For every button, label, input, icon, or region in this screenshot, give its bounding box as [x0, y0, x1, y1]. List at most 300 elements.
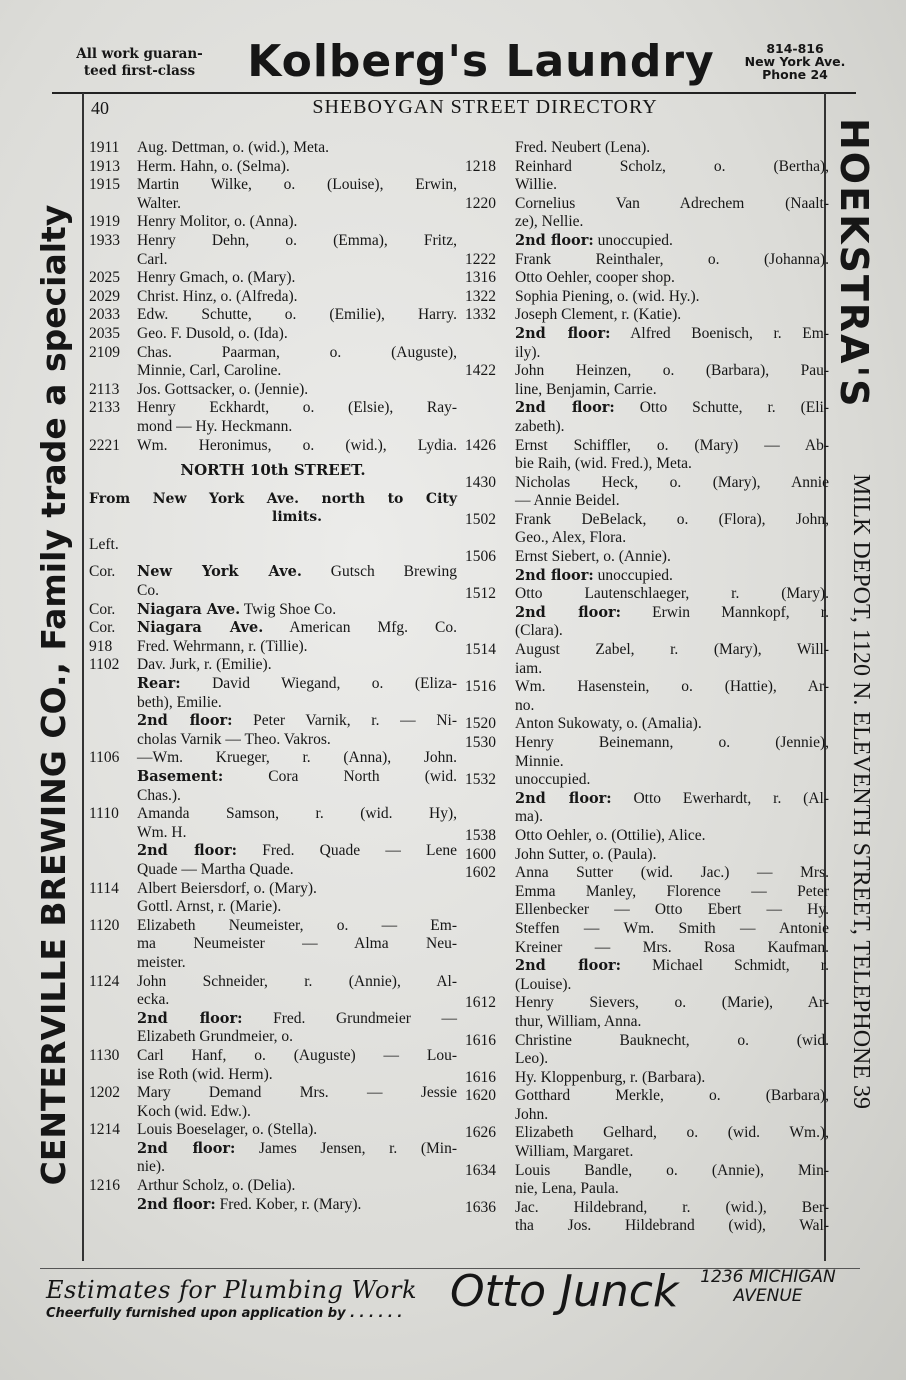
- directory-line: [465, 1069, 829, 1088]
- entry-text: ise Roth (wid. Herm).: [137, 1065, 273, 1083]
- entry-text: Koch (wid. Edw.).: [137, 1102, 251, 1120]
- house-number: [465, 344, 515, 363]
- directory-line: [89, 536, 457, 555]
- page-number: 40: [91, 98, 109, 118]
- house-number: [465, 492, 515, 511]
- entry-text: Henry Sievers, o. (Marie), Ar-: [515, 994, 829, 1012]
- entry-text: mond — Hy. Heckmann.: [137, 417, 293, 435]
- header-right-ad: [730, 42, 860, 81]
- entry-text: thur, William, Anna.: [515, 1012, 642, 1030]
- house-number: [89, 1028, 137, 1047]
- directory-line: [465, 474, 829, 493]
- header-left-ad-line: All work guaran-: [76, 46, 203, 62]
- house-number: [89, 898, 137, 917]
- entry-text: Christ. Hinz, o. (Alfreda).: [137, 287, 298, 305]
- directory-line: [465, 994, 829, 1013]
- entry-text: 2nd floor: James Jensen, r. (Min-: [137, 1139, 457, 1157]
- house-number: [465, 176, 515, 195]
- directory-line: [465, 753, 829, 772]
- house-number: 2133: [89, 399, 120, 417]
- directory-line: [89, 582, 457, 601]
- directory-line: [465, 808, 829, 827]
- entry-text: 2nd floor: Fred. Quade — Lene: [137, 842, 457, 860]
- entry-text: Elizabeth Neumeister, o. — Em-: [137, 916, 457, 934]
- footer-address-line: AVENUE: [733, 1286, 803, 1306]
- entry-text: Wm. Heronimus, o. (wid.), Lydia.: [137, 436, 457, 454]
- directory-line: [465, 139, 829, 158]
- house-number: 1538: [465, 826, 496, 844]
- directory-line: [89, 1028, 457, 1047]
- entry-text: zabeth).: [515, 417, 565, 435]
- entry-text: Jos. Gottsacker, o. (Jennie).: [137, 380, 309, 398]
- directory-line: [465, 920, 829, 939]
- directory-line: [89, 399, 457, 418]
- directory-line: [465, 864, 829, 883]
- entry-text: Mary Demand Mrs. — Jessie: [137, 1084, 457, 1102]
- entry-text: Frank DeBelack, o. (Flora), John,: [515, 510, 829, 528]
- house-number: 1202: [89, 1084, 120, 1102]
- house-number: 1616: [465, 1068, 496, 1086]
- directory-line: [465, 939, 829, 958]
- house-number: [465, 753, 515, 772]
- directory-line: [89, 1066, 457, 1085]
- directory-line: [89, 880, 457, 899]
- directory-line: [89, 694, 457, 713]
- directory-line: [89, 288, 457, 307]
- directory-line: [89, 195, 457, 214]
- house-number: 1102: [89, 656, 120, 674]
- directory-line: [89, 362, 457, 381]
- house-number: 1911: [89, 139, 120, 156]
- directory-line: [465, 511, 829, 530]
- side-ad-right-detail: MILK DEPOT, 1120 N. ELEVENTH STREET, TELEPHONE 39: [848, 474, 874, 1110]
- house-number: 1220: [465, 194, 496, 212]
- directory-line: [465, 1050, 829, 1069]
- side-ad-left: CENTERVILLE BREWING CO., Family trade a specialty: [34, 204, 73, 1186]
- entry-text: Walter.: [137, 194, 181, 212]
- entry-text: Basement: Cora North (wid.: [137, 768, 457, 785]
- entry-text: Gottl. Arnst, r. (Marie).: [137, 898, 282, 916]
- house-number: [89, 362, 137, 381]
- directory-line: [89, 656, 457, 675]
- house-number: 1214: [89, 1121, 120, 1139]
- house-number: [89, 418, 137, 437]
- directory-line: [465, 288, 829, 307]
- directory-line: [89, 712, 457, 731]
- entry-text: Martin Wilke, o. (Louise), Erwin,: [137, 176, 457, 194]
- house-number: [89, 1010, 137, 1029]
- directory-line: [89, 749, 457, 768]
- entry-text: August Zabel, r. (Mary), Will-: [515, 641, 829, 659]
- entry-text: 2nd floor: unoccupied.: [515, 231, 673, 249]
- entry-text: — Annie Beidel.: [515, 492, 620, 510]
- house-number: [89, 1196, 137, 1215]
- directory-line: [465, 976, 829, 995]
- entry-text: limits.: [272, 509, 322, 526]
- house-number: [465, 139, 515, 158]
- house-number: [465, 697, 515, 716]
- entry-text: Quade — Martha Quade.: [137, 860, 294, 878]
- house-number: [465, 567, 515, 586]
- entry-text: Arthur Scholz, o. (Delia).: [137, 1177, 296, 1195]
- entry-text: cholas Varnik — Theo. Vakros.: [137, 730, 331, 748]
- directory-line: [465, 827, 829, 846]
- entry-text: Anna Sutter (wid. Jac.) — Mrs.: [515, 864, 829, 882]
- directory-line: [89, 973, 457, 992]
- entry-text: Co.: [137, 582, 159, 600]
- directory-line: [89, 1010, 457, 1029]
- entry-text: Ernst Schiffler, o. (Mary) — Ab-: [515, 436, 829, 454]
- house-number: 1913: [89, 157, 120, 175]
- entry-text: From New York Ave. north to City: [89, 490, 457, 507]
- entry-text: Wm. H.: [137, 823, 187, 841]
- directory-line: [465, 344, 829, 363]
- entry-text: Dav. Jurk, r. (Emilie).: [137, 656, 272, 674]
- directory-line: [465, 213, 829, 232]
- house-number: 1616: [465, 1031, 496, 1049]
- directory-line: [465, 678, 829, 697]
- house-number: [465, 604, 515, 623]
- directory-line: [465, 697, 829, 716]
- house-number: 1430: [465, 473, 496, 491]
- entry-text: Minnie.: [515, 752, 564, 770]
- house-number: 1915: [89, 176, 120, 194]
- house-number: 1218: [465, 157, 496, 175]
- house-number: [465, 399, 515, 418]
- entry-text: Carl Hanf, o. (Auguste) — Lou-: [137, 1046, 457, 1064]
- house-number: 2221: [89, 436, 120, 454]
- directory-line: [89, 232, 457, 251]
- entry-text: Cornelius Van Adrechem (Naalt-: [515, 194, 829, 212]
- directory-line: [89, 158, 457, 177]
- entry-text: 2nd floor: Otto Ewerhardt, r. (Al-: [515, 789, 829, 807]
- directory-line: [465, 1032, 829, 1051]
- house-number: [89, 1158, 137, 1177]
- entry-text: 2nd floor: Alfred Boenisch, r. Em-: [515, 324, 829, 342]
- entry-text: unoccupied.: [515, 771, 591, 789]
- entry-text: ma Neumeister — Alma Neu-: [137, 935, 457, 953]
- house-number: Cor.: [89, 600, 116, 618]
- directory-line: [465, 325, 829, 344]
- entry-text: Niagara Ave. Twig Shoe Co.: [137, 600, 337, 618]
- house-number: [89, 824, 137, 843]
- house-number: [465, 1143, 515, 1162]
- directory-line: [465, 492, 829, 511]
- house-number: Cor.: [89, 563, 116, 581]
- entry-text: Louis Boeselager, o. (Stella).: [137, 1121, 318, 1139]
- house-number: [89, 954, 137, 973]
- directory-line: [89, 898, 457, 917]
- entry-text: Chas.).: [137, 786, 181, 804]
- directory-line: [465, 622, 829, 641]
- running-head: SHEBOYGAN STREET DIRECTORY: [312, 96, 658, 118]
- house-number: 1514: [465, 641, 496, 659]
- directory-line: [89, 1196, 457, 1215]
- entry-text: Geo. F. Dusold, o. (Ida).: [137, 324, 288, 342]
- house-number: [89, 251, 137, 270]
- entry-text: John Sutter, o. (Paula).: [515, 845, 657, 863]
- house-number: 1506: [465, 548, 496, 566]
- entry-text: nie, Lena, Paula.: [515, 1180, 619, 1198]
- house-number: 1114: [89, 879, 119, 897]
- house-number: 2035: [89, 324, 120, 342]
- entry-text: 2nd floor: Peter Varnik, r. — Ni-: [137, 712, 457, 730]
- directory-line: [89, 213, 457, 232]
- entry-text: —Wm. Krueger, r. (Anna), John.: [137, 749, 457, 767]
- directory-line: [89, 1103, 457, 1122]
- directory-line: [89, 991, 457, 1010]
- directory-line: [89, 437, 457, 456]
- entry-text: Henry Eckhardt, o. (Elsie), Ray-: [137, 399, 457, 417]
- entry-text: Otto Oehler, cooper shop.: [515, 269, 675, 287]
- entry-text: Elizabeth Gelhard, o. (wid. Wm.),: [515, 1124, 829, 1142]
- directory-line: [465, 660, 829, 679]
- entry-text: Emma Manley, Florence — Peter: [515, 882, 829, 900]
- directory-line: [89, 842, 457, 861]
- directory-line: [465, 1106, 829, 1125]
- house-number: 1124: [89, 972, 120, 990]
- header-right-ad-line: Phone 24: [762, 67, 828, 82]
- header-left-ad: [52, 46, 227, 80]
- house-number: [89, 694, 137, 713]
- entry-text: Niagara Ave. American Mfg. Co.: [137, 619, 457, 637]
- directory-line: [89, 954, 457, 973]
- entry-text: iam.: [515, 659, 543, 677]
- house-number: [465, 808, 515, 827]
- entry-text: Minnie, Carl, Caroline.: [137, 362, 282, 380]
- entry-text: Fred. Neubert (Lena).: [515, 139, 651, 156]
- entry-text: nie).: [137, 1158, 165, 1176]
- entry-text: ily).: [515, 343, 541, 361]
- entry-text: Rear: David Wiegand, o. (Eliza-: [137, 675, 457, 693]
- directory-line: [465, 1217, 829, 1236]
- entry-text: Geo., Alex, Flora.: [515, 529, 627, 547]
- directory-line: [465, 734, 829, 753]
- entry-text: Gotthard Merkle, o. (Barbara),: [515, 1087, 829, 1105]
- directory-line: [89, 176, 457, 195]
- house-number: Cor.: [89, 619, 116, 637]
- entry-text: Willie.: [515, 176, 557, 194]
- directory-line: [465, 158, 829, 177]
- directory-line: [89, 824, 457, 843]
- directory-line: [89, 381, 457, 400]
- entry-text: Steffen — Wm. Smith — Antonie: [515, 919, 829, 937]
- entry-text: Henry Beinemann, o. (Jennie),: [515, 734, 829, 751]
- directory-line: [89, 269, 457, 288]
- entry-text: John Schneider, r. (Annie), Al-: [137, 972, 457, 990]
- house-number: [465, 1217, 515, 1236]
- house-number: [465, 529, 515, 548]
- house-number: 1919: [89, 213, 120, 231]
- entry-text: Otto Oehler, o. (Ottilie), Alice.: [515, 826, 706, 844]
- entry-text: Reinhard Scholz, o. (Bertha),: [515, 157, 829, 175]
- house-number: [465, 790, 515, 809]
- house-number: [465, 1106, 515, 1125]
- entry-text: New York Ave. Gutsch Brewing: [137, 563, 457, 581]
- house-number: 1634: [465, 1161, 496, 1179]
- house-number: [465, 213, 515, 232]
- house-number: 1130: [89, 1046, 120, 1064]
- directory-line: [465, 1162, 829, 1181]
- directory-line: [89, 768, 457, 787]
- house-number: 1422: [465, 362, 496, 380]
- entry-text: Frank Reinthaler, o. (Johanna).: [515, 250, 829, 268]
- entry-text: Leo).: [515, 1050, 549, 1068]
- directory-line: [89, 1121, 457, 1140]
- house-number: 1602: [465, 864, 496, 882]
- house-number: [465, 622, 515, 641]
- entry-text: Kreiner — Mrs. Rosa Kaufman.: [515, 938, 829, 956]
- directory-line: [465, 418, 829, 437]
- house-number: 1612: [465, 994, 496, 1012]
- house-number: [465, 1050, 515, 1069]
- directory-line: [89, 935, 457, 954]
- entry-text: Hy. Kloppenburg, r. (Barbara).: [515, 1068, 706, 1086]
- entry-text: Ernst Siebert, o. (Annie).: [515, 548, 671, 566]
- directory-line: [89, 1140, 457, 1159]
- directory-line: [465, 1013, 829, 1032]
- house-number: [465, 418, 515, 437]
- header-left-ad-line: teed first-class: [83, 63, 196, 79]
- entry-text: Elizabeth Grundmeier, o.: [137, 1028, 294, 1046]
- house-number: 1512: [465, 585, 496, 603]
- house-number: 1933: [89, 231, 120, 249]
- house-number: 2113: [89, 380, 120, 398]
- house-number: [89, 675, 137, 694]
- entry-text: Aug. Dettman, o. (wid.), Meta.: [137, 139, 329, 156]
- house-number: [89, 1140, 137, 1159]
- directory-line: [465, 362, 829, 381]
- directory-line: [465, 901, 829, 920]
- house-number: [465, 901, 515, 920]
- entry-text: line, Benjamin, Carrie.: [515, 380, 657, 398]
- house-number: [89, 195, 137, 214]
- entry-text: bie Raih, (wid. Fred.), Meta.: [515, 455, 692, 473]
- entry-text: William, Margaret.: [515, 1143, 634, 1161]
- entry-text: Ellenbecker — Otto Ebert — Hy.: [515, 901, 829, 919]
- house-number: [89, 787, 137, 806]
- entry-text: Henry Molitor, o. (Anna).: [137, 213, 298, 231]
- header-right-ad-line: 814-816: [766, 41, 824, 56]
- entry-text: beth), Emilie.: [137, 693, 222, 711]
- directory-line: [465, 846, 829, 865]
- entry-text: Fred. Wehrmann, r. (Tillie).: [137, 637, 308, 655]
- house-number: [89, 1103, 137, 1122]
- house-number: [89, 768, 137, 787]
- entry-text: Herm. Hahn, o. (Selma).: [137, 157, 290, 175]
- directory-line: [89, 861, 457, 880]
- house-number: 1316: [465, 269, 496, 287]
- entry-text: ma).: [515, 808, 543, 826]
- entry-text: (Clara).: [515, 622, 563, 640]
- directory-line: [89, 344, 457, 363]
- directory-line: [89, 619, 457, 638]
- directory-line: [89, 601, 457, 620]
- directory-line: [465, 437, 829, 456]
- entry-text: 2nd floor: Otto Schutte, r. (Eli-: [515, 399, 829, 417]
- house-number: 2109: [89, 343, 120, 361]
- house-number: 1626: [465, 1124, 496, 1142]
- entry-text: 2nd floor: Fred. Grundmeier —: [137, 1009, 457, 1027]
- entry-text: John.: [515, 1105, 549, 1123]
- house-number: [465, 660, 515, 679]
- entry-text: Louis Bandle, o. (Annie), Min-: [515, 1161, 829, 1179]
- directory-line: [465, 232, 829, 251]
- entry-text: 2nd floor: Michael Schmidt, r.: [515, 957, 829, 975]
- entry-text: Henry Gmach, o. (Mary).: [137, 269, 296, 287]
- directory-line: [89, 508, 457, 527]
- footer-left-title: Estimates for Plumbing Work: [46, 1276, 417, 1304]
- house-number: 918: [89, 637, 113, 655]
- house-number: 1322: [465, 287, 496, 305]
- entry-text: Henry Dehn, o. (Emma), Fritz,: [137, 231, 457, 249]
- directory-line: [465, 715, 829, 734]
- entry-text: Anton Sukowaty, o. (Amalia).: [515, 715, 702, 733]
- directory-line: [465, 641, 829, 660]
- directory-line: [465, 1180, 829, 1199]
- entry-text: Albert Beiersdorf, o. (Mary).: [137, 879, 317, 897]
- house-number: 1502: [465, 510, 496, 528]
- header-title: Kolberg's Laundry: [247, 36, 715, 87]
- entry-text: Wm. Hasenstein, o. (Hattie), Ar-: [515, 678, 829, 696]
- house-number: [465, 920, 515, 939]
- directory-line: [89, 638, 457, 657]
- directory-line: [465, 195, 829, 214]
- directory-line: [89, 1158, 457, 1177]
- house-number: [465, 976, 515, 995]
- entry-text: Carl.: [137, 250, 168, 268]
- house-number: 1332: [465, 306, 496, 324]
- entry-text: no.: [515, 696, 535, 714]
- house-number: 1216: [89, 1177, 120, 1195]
- house-number: [89, 712, 137, 731]
- directory-line: [465, 790, 829, 809]
- house-number: [89, 935, 137, 954]
- house-number: 2033: [89, 306, 120, 324]
- directory-line: [465, 399, 829, 418]
- spacer: [89, 554, 457, 563]
- house-number: [89, 731, 137, 750]
- footer-address-line: 1236 MICHIGAN: [700, 1267, 836, 1287]
- directory-line: [465, 251, 829, 270]
- entry-text: Jac. Hildebrand, r. (wid.), Ber-: [515, 1198, 829, 1216]
- house-number: [465, 883, 515, 902]
- directory-line: [465, 957, 829, 976]
- entry-text: Christine Bauknecht, o. (wid.: [515, 1031, 829, 1049]
- directory-line: [465, 306, 829, 325]
- entry-text: Chas. Paarman, o. (Auguste),: [137, 343, 457, 361]
- entry-text: Sophia Piening, o. (wid. Hy.).: [515, 287, 700, 305]
- house-number: 1120: [89, 916, 120, 934]
- entry-text: 2nd floor: unoccupied.: [515, 566, 673, 584]
- directory-line: [89, 1177, 457, 1196]
- entry-text: 2nd floor: Erwin Mannkopf, r.: [515, 603, 829, 621]
- entry-text: ze), Nellie.: [515, 213, 584, 231]
- house-number: 1636: [465, 1198, 496, 1216]
- house-number: 1520: [465, 715, 496, 733]
- entry-text: Left.: [89, 535, 119, 553]
- house-number: 1516: [465, 678, 496, 696]
- footer-advertiser: Otto Junck: [450, 1266, 679, 1317]
- house-number: 1106: [89, 749, 120, 767]
- house-number: [89, 861, 137, 880]
- directory-line: [465, 771, 829, 790]
- entry-text: ecka.: [137, 991, 170, 1009]
- house-number: [89, 1066, 137, 1085]
- street-heading: NORTH 10th STREET.: [180, 461, 366, 480]
- header-right-ad-line: New York Ave.: [744, 54, 846, 69]
- directory-line: [89, 139, 457, 158]
